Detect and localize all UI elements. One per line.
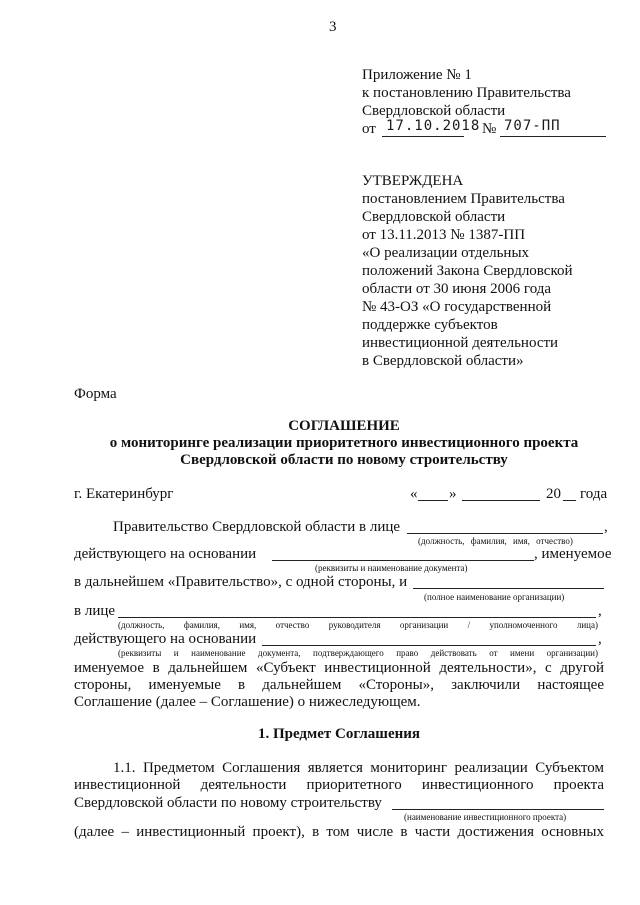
year-blank	[563, 500, 576, 501]
section-heading: 1. Предмет Соглашения	[257, 726, 421, 742]
section1-line3: Свердловской области по новому строительству	[74, 795, 382, 811]
approved-line: № 43-ОЗ «О государственной	[362, 299, 552, 315]
party2-official-blank	[118, 617, 596, 618]
approved-line: положений Закона Свердловской	[362, 263, 573, 279]
party1-official-blank	[407, 533, 603, 534]
party2-line2: действующего на основании	[74, 631, 257, 647]
comma: ,	[598, 631, 602, 647]
city: г. Екатеринбург	[74, 486, 174, 502]
party1-named: , именуемое	[534, 546, 612, 562]
approved-line: постановлением Правительства	[362, 191, 565, 207]
form-label: Форма	[74, 386, 117, 402]
hint-official-org: (должность, фамилия, имя, отчество руководителя организации / уполномоченного лица)	[118, 620, 598, 630]
appendix-line1: Приложение № 1	[362, 67, 472, 83]
party2-line4: стороны, именуемые в дальнейшем «Стороны», заключили настоящее	[74, 677, 604, 693]
section1-line1: 1.1. Предметом Соглашения является мониторинг реализации Субъектом	[113, 760, 604, 776]
section1-line4: (далее – инвестиционный проект), в том числе в части достижения основных	[74, 824, 604, 840]
party1-doc-blank	[272, 560, 534, 561]
appendix-date: 17.10.2018	[386, 118, 481, 134]
hint-official: (должность, фамилия, имя, отчество)	[418, 536, 573, 546]
approved-title: УТВЕРЖДЕНА	[362, 173, 464, 189]
document-subtitle-line1: о мониторинге реализации приоритетного инвестиционного проекта	[109, 435, 579, 451]
party1-line1: Правительство Свердловской области в лице	[113, 519, 401, 535]
document-title: СОГЛАШЕНИЕ	[288, 418, 400, 434]
organization-blank	[413, 588, 604, 589]
year-suffix: года	[580, 486, 608, 502]
party2-line5: Соглашение (далее – Соглашение) о нижеследующем.	[74, 694, 421, 710]
section1-line2: инвестиционной деятельности приоритетного инвестиционного проекта	[74, 777, 604, 793]
date-underline	[382, 136, 464, 137]
appendix-line2: к постановлению Правительства	[362, 85, 571, 101]
day-blank	[418, 500, 448, 501]
quote-open: «	[410, 486, 418, 502]
approved-line: в Свердловской области»	[362, 353, 524, 369]
approved-line: от 13.11.2013 № 1387-ПП	[362, 227, 526, 243]
approved-line: области от 30 июня 2006 года	[362, 281, 552, 297]
appendix-line3: Свердловской области	[362, 103, 506, 119]
approved-line: поддержке субъектов	[362, 317, 498, 333]
year-prefix: 20	[546, 486, 561, 502]
month-blank	[462, 500, 540, 501]
hint-organization: (полное наименование организации)	[424, 592, 565, 602]
quote-close: »	[449, 486, 457, 502]
appendix-date-prefix: от	[362, 121, 376, 137]
hint-project-name: (наименование инвестиционного проекта)	[404, 812, 567, 822]
document-subtitle-line2: Свердловской области по новому строительству	[180, 452, 508, 468]
project-name-blank	[392, 809, 604, 810]
party1-line3: в дальнейшем «Правительство», с одной стороны, и	[74, 574, 408, 590]
party2-line3: именуемое в дальнейшем «Субъект инвестиционной деятельности», с другой	[74, 660, 604, 676]
hint-authority-document: (реквизиты и наименование документа, подтверждающего право действовать от имени организации)	[118, 648, 598, 658]
hint-document: (реквизиты и наименование документа)	[315, 563, 468, 573]
approved-line: Свердловской области	[362, 209, 506, 225]
party2-doc-blank	[262, 645, 596, 646]
page-number: 3	[329, 19, 337, 35]
appendix-number-prefix: №	[482, 121, 497, 137]
comma: ,	[598, 603, 602, 619]
approved-line: «О реализации отдельных	[362, 245, 530, 261]
party2-line1: в лице	[74, 603, 116, 619]
number-underline	[500, 136, 606, 137]
party1-line2: действующего на основании	[74, 546, 257, 562]
appendix-number: 707-ПП	[504, 118, 561, 134]
approved-line: инвестиционной деятельности	[362, 335, 559, 351]
